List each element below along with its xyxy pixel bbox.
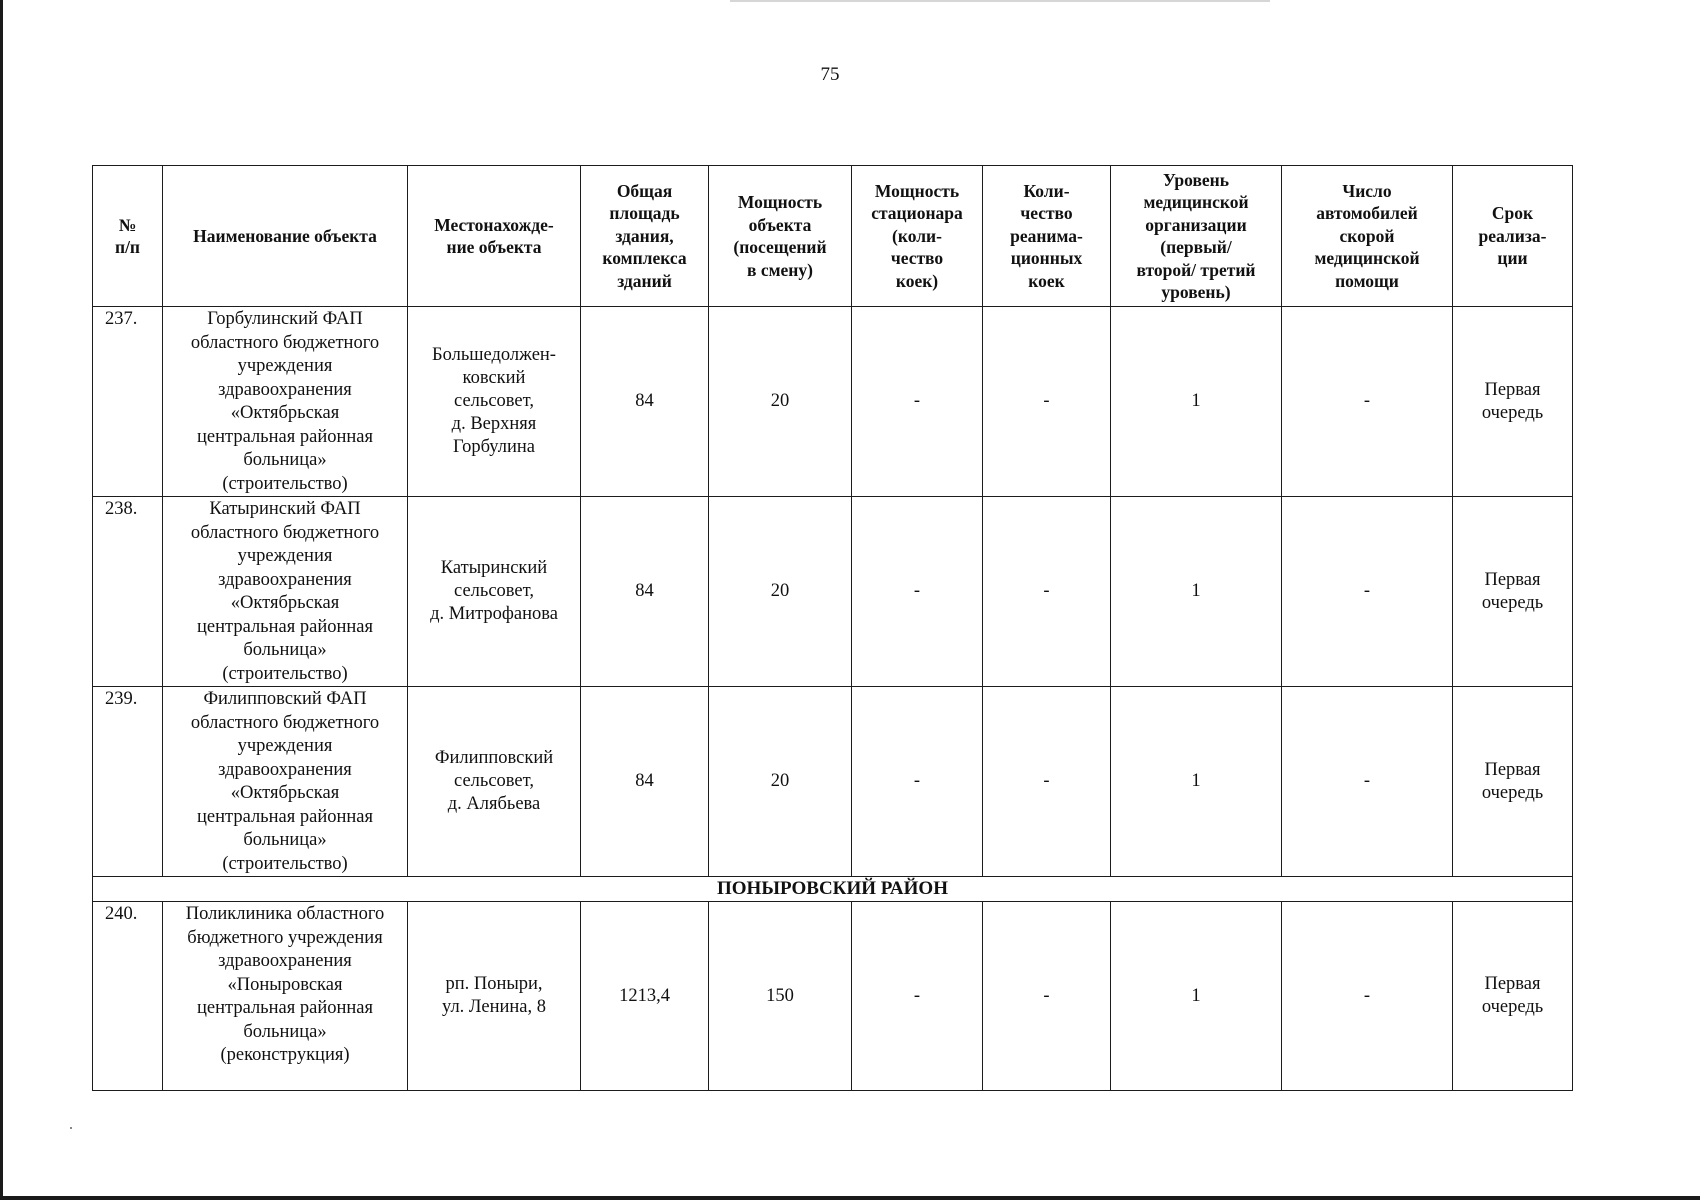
object-name: Горбулинский ФАП областного бюджетного учреждения здравоохранения «Октябрьская центральная районная больница» (строительство)	[163, 307, 408, 497]
header-cell-capacity: Мощность объекта (посещений в смену)	[709, 166, 852, 307]
building-area: 84	[581, 687, 709, 877]
visit-capacity: 20	[709, 307, 852, 497]
icu-beds: -	[983, 307, 1111, 497]
scan-left-edge	[0, 0, 3, 1200]
implementation-term: Первая очередь	[1453, 497, 1573, 687]
icu-beds: -	[983, 687, 1111, 877]
objects-table	[92, 165, 1573, 1091]
ambulance-count: -	[1282, 307, 1453, 497]
icu-beds: -	[983, 902, 1111, 1091]
object-location: Большедолжен- ковский сельсовет, д. Верхняя Горбулина	[408, 307, 581, 497]
building-area: 84	[581, 497, 709, 687]
page-number: 75	[820, 64, 840, 85]
header-cell-name: Наименование объекта	[163, 166, 408, 307]
header-cell-level: Уровень медицинской организации (первый/ второй/ третий уровень)	[1111, 166, 1282, 307]
ambulance-count: -	[1282, 902, 1453, 1091]
icu-beds: -	[983, 497, 1111, 687]
table-row	[93, 902, 1573, 1091]
district-title: ПОНЫРОВСКИЙ РАЙОН	[93, 877, 1573, 902]
implementation-term: Первая очередь	[1453, 307, 1573, 497]
scan-bottom-edge	[0, 1196, 1700, 1200]
care-level: 1	[1111, 902, 1282, 1091]
table-header-row	[93, 166, 1573, 307]
scan-dust-mark	[70, 1127, 72, 1129]
header-cell-beds: Мощность стационара (коли- чество коек)	[852, 166, 983, 307]
header-cell-icu-beds: Коли- чество реанима- ционных коек	[983, 166, 1111, 307]
district-header-row	[93, 877, 1573, 902]
header-cell-number: № п/п	[93, 166, 163, 307]
row-number: 240.	[93, 902, 163, 1091]
building-area: 1213,4	[581, 902, 709, 1091]
object-name: Катыринский ФАП областного бюджетного учреждения здравоохранения «Октябрьская центральная районная больница» (строительство)	[163, 497, 408, 687]
row-number: 238.	[93, 497, 163, 687]
care-level: 1	[1111, 307, 1282, 497]
inpatient-beds: -	[852, 307, 983, 497]
table-row	[93, 307, 1573, 497]
implementation-term: Первая очередь	[1453, 902, 1573, 1091]
header-cell-term: Срок реализа- ции	[1453, 166, 1573, 307]
object-name: Поликлиника областного бюджетного учреждения здравоохранения «Поныровская центральная районная больница» (реконструкция)	[163, 902, 408, 1091]
inpatient-beds: -	[852, 687, 983, 877]
care-level: 1	[1111, 497, 1282, 687]
table-row	[93, 687, 1573, 877]
row-number: 239.	[93, 687, 163, 877]
object-location: Филипповский сельсовет, д. Алябьева	[408, 687, 581, 877]
objects-table-wrapper	[92, 165, 1572, 1091]
visit-capacity: 150	[709, 902, 852, 1091]
object-name: Филипповский ФАП областного бюджетного учреждения здравоохранения «Октябрьская центральная районная больница» (строительство)	[163, 687, 408, 877]
inpatient-beds: -	[852, 497, 983, 687]
object-location: рп. Поныри, ул. Ленина, 8	[408, 902, 581, 1091]
table-row	[93, 497, 1573, 687]
header-cell-area: Общая площадь здания, комплекса зданий	[581, 166, 709, 307]
implementation-term: Первая очередь	[1453, 687, 1573, 877]
visit-capacity: 20	[709, 497, 852, 687]
inpatient-beds: -	[852, 902, 983, 1091]
row-number: 237.	[93, 307, 163, 497]
object-location: Катыринский сельсовет, д. Митрофанова	[408, 497, 581, 687]
ambulance-count: -	[1282, 497, 1453, 687]
header-cell-ambulances: Число автомобилей скорой медицинской помощи	[1282, 166, 1453, 307]
ambulance-count: -	[1282, 687, 1453, 877]
header-cell-location: Местонахожде- ние объекта	[408, 166, 581, 307]
care-level: 1	[1111, 687, 1282, 877]
visit-capacity: 20	[709, 687, 852, 877]
building-area: 84	[581, 307, 709, 497]
scan-top-noise	[730, 0, 1270, 2]
